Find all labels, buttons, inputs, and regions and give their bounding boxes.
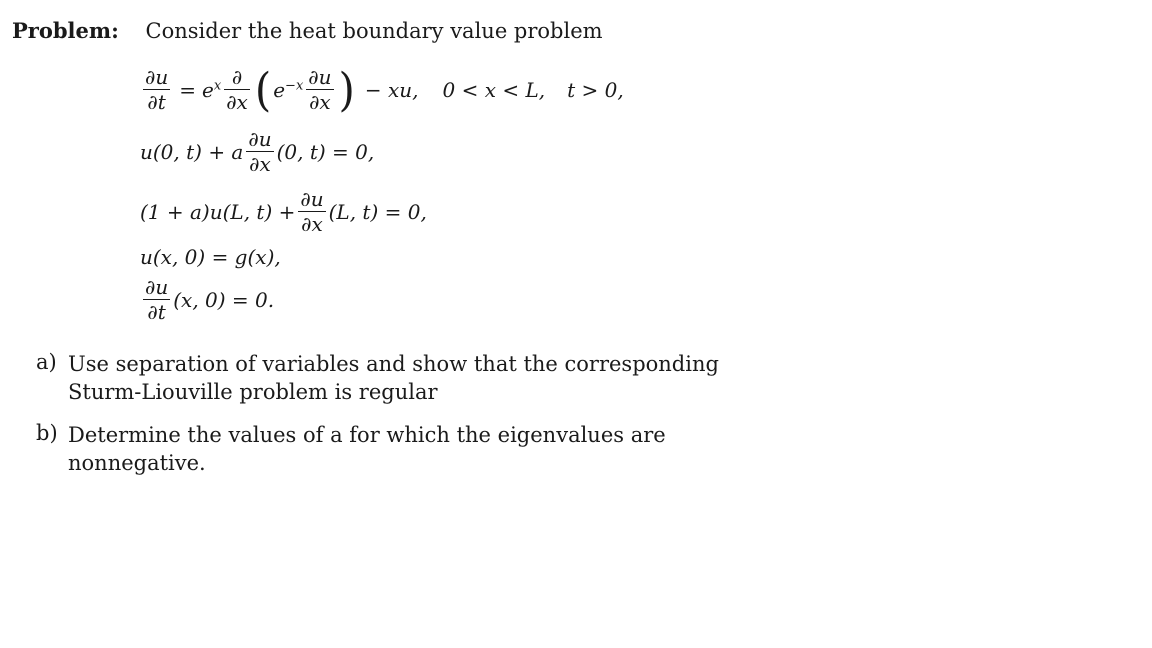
initial-condition-2 [140, 276, 274, 323]
left-paren: ( [254, 62, 272, 116]
bc2-suffix: (L, t) = 0, [328, 199, 427, 224]
pde-lhs-denominator: ∂t [147, 90, 166, 114]
part-b-key: b) [36, 420, 58, 445]
problem-intro: Consider the heat boundary value problem [145, 19, 603, 43]
bc1-prefix: u(0, t) + a [140, 139, 244, 164]
pde-time-domain: t > 0, [567, 77, 624, 102]
bc2-prefix: (1 + a)u(L, t) + [140, 199, 296, 224]
derivative-operator [224, 66, 250, 113]
part-a [36, 350, 788, 407]
bc1-denominator: ∂x [249, 152, 271, 176]
ic2-fraction [143, 276, 170, 323]
pde-reaction-term: − xu, [364, 77, 419, 102]
bc2-denominator: ∂x [301, 212, 323, 236]
pde-lhs-fraction [143, 66, 170, 113]
inner-fraction [306, 66, 333, 113]
bc1-numerator: ∂u [248, 127, 272, 151]
question-parts [36, 350, 788, 491]
bc2-fraction [298, 188, 325, 235]
bc1-suffix: (0, t) = 0, [276, 139, 375, 164]
pde-equation [140, 62, 624, 116]
pde-lhs-numerator: ∂u [145, 65, 169, 89]
part-b-text: Determine the values of a for which the eigenvalues are nonnegative. [68, 422, 666, 476]
initial-condition-1: u(x, 0) = g(x), [140, 245, 281, 269]
neg-exp-base: e [273, 77, 286, 102]
part-a-text: Use separation of variables and show that the corresponding Sturm-Liouville problem is regular [68, 352, 719, 405]
inner-numerator: ∂u [308, 65, 332, 89]
problem-header [12, 18, 603, 43]
neg-exp-factor [273, 78, 303, 102]
exp-factor [202, 78, 221, 102]
neg-exp-superscript: −x [285, 77, 304, 93]
exp-base: e [202, 77, 214, 102]
ic2-numerator: ∂u [145, 275, 169, 299]
ic2-denominator: ∂t [147, 300, 166, 324]
part-b [36, 421, 788, 478]
pde-spatial-domain: 0 < x < L, [442, 77, 546, 102]
right-paren: ) [338, 62, 355, 116]
boundary-condition-1 [140, 128, 374, 175]
part-a-key: a) [36, 350, 57, 374]
bc1-fraction [246, 128, 273, 175]
problem-label: Problem: [12, 18, 119, 43]
inner-denominator: ∂x [309, 90, 331, 114]
operator-numerator: ∂ [231, 65, 243, 89]
operator-denominator: ∂x [226, 90, 248, 114]
boundary-condition-2 [140, 188, 427, 235]
ic2-suffix: (x, 0) = 0. [173, 287, 275, 312]
equals-sign: = [179, 77, 196, 102]
bc2-numerator: ∂u [300, 187, 324, 211]
exp-superscript: x [213, 77, 222, 93]
